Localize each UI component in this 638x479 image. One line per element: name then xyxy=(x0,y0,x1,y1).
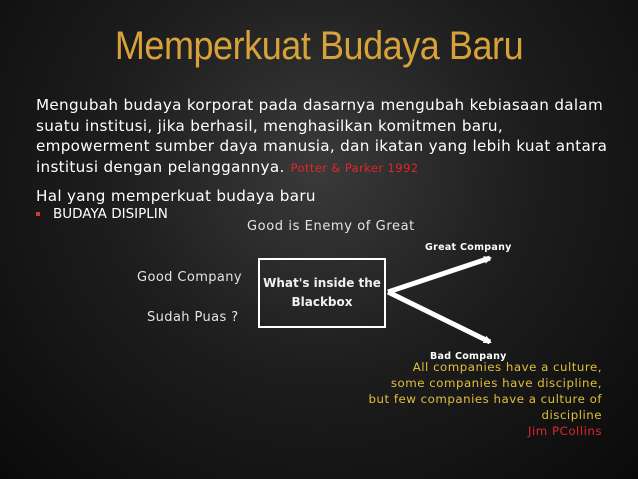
great-company-label: Great Company xyxy=(425,242,512,253)
blackbox-line1: What's inside the xyxy=(263,276,381,290)
quote-line3: but few companies have a culture of xyxy=(368,392,602,406)
quote-line4: discipline xyxy=(541,408,602,422)
quote-line1: All companies have a culture, xyxy=(412,360,602,374)
quote-line2: some companies have discipline, xyxy=(390,376,602,390)
bullet-label: BUDAYA DISIPLIN xyxy=(53,206,168,222)
good-company-label: Good Company xyxy=(137,270,243,285)
sudah-puas-label: Sudah Puas ? xyxy=(147,310,239,325)
slide-title: Memperkuat Budaya Baru xyxy=(114,24,524,68)
bad-company-label: Bad Company xyxy=(430,351,507,362)
blackbox-line2: Blackbox xyxy=(291,295,353,309)
quote-author: Jim PCollins xyxy=(527,424,602,438)
paragraph-text: Mengubah budaya korporat pada dasarnya mengubah kebiasaan dalam suatu institusi, jika berhasil, menghasilkan komitmen baru, empowerment sumber daya manusia, dan ikatan yang lebih kuat antara institusi dengan pelanggannya. xyxy=(36,96,608,176)
collins-quote xyxy=(342,359,602,439)
great-arrow xyxy=(388,258,490,292)
citation: Potter & Parker 1992 xyxy=(290,160,419,175)
diagram-title: Good is Enemy of Great xyxy=(247,219,415,234)
subheading: Hal yang memperkuat budaya baru xyxy=(36,187,316,205)
bad-arrow xyxy=(388,292,490,342)
